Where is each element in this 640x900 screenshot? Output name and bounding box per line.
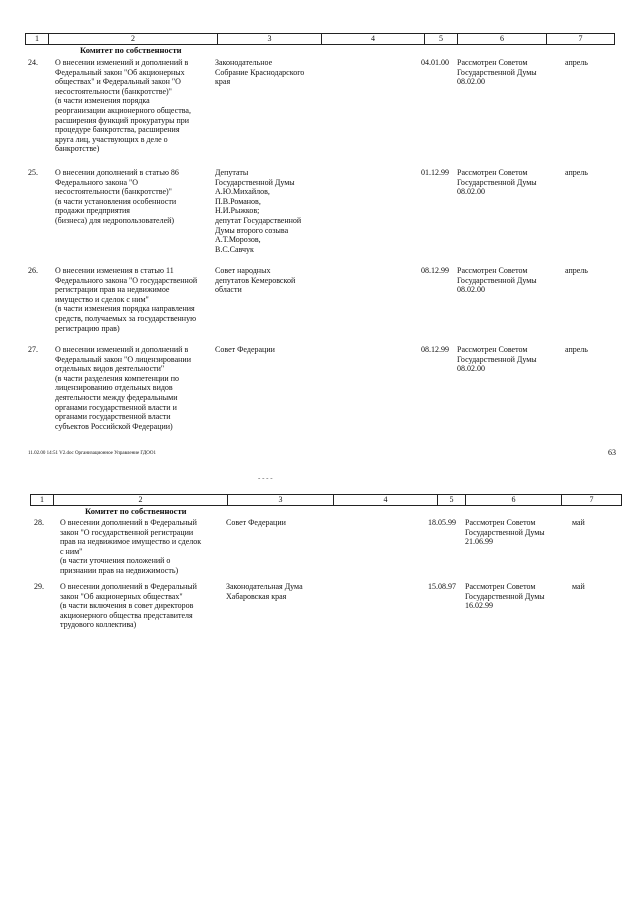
section-title: Комитет по собственности xyxy=(85,506,187,516)
page-separator: - - - - xyxy=(258,474,273,482)
footer-text: 11.02.00 14:51 V2.doc Организационное Управление ГДОО1 xyxy=(28,451,157,456)
column-header: 7 xyxy=(589,495,594,504)
page-number: 63 xyxy=(608,448,616,457)
scheduled-month: май xyxy=(572,518,585,527)
row-number: 24. xyxy=(28,58,38,67)
bill-author: Законодательное Собрание Краснодарского края xyxy=(215,58,305,87)
submission-date: 04.01.00 xyxy=(421,58,449,67)
bill-author: Совет Федерации xyxy=(226,518,286,527)
column-header: 1 xyxy=(26,34,49,44)
column-header: 5 xyxy=(438,495,466,505)
bill-title: О внесении изменений и дополнений в Федеральный закон "О лицензировании отдельных видов деятельности" (в части разделения компетенции по лицензированию отдельных видов деятельности между федеральными органами государственной власти и органами государственной власти субъектов Российской Федерации) xyxy=(55,345,191,431)
table-header-page1 xyxy=(25,33,615,45)
bill-title: О внесении дополнений в Федеральный закон "Об акционерных обществах" (в части включения в совет директоров акционерного общества представителя трудового коллектива) xyxy=(60,582,197,630)
bill-status: Рассмотрен Советом Государственной Думы 08.02.00 xyxy=(457,345,537,374)
bill-title: О внесении дополнений в Федеральный закон "О государственной регистрации прав на недвижимое имущество и сделок с ним" (в части уточнения положений о признании прав на недвижимость) xyxy=(60,518,202,575)
scheduled-month: апрель xyxy=(565,345,588,354)
column-header: 2 xyxy=(54,495,228,505)
column-header: 1 xyxy=(31,495,54,505)
column-header: 6 xyxy=(458,34,547,44)
bill-author: Совет Федерации xyxy=(215,345,275,354)
column-header: 4 xyxy=(322,34,425,44)
submission-date: 08.12.99 xyxy=(421,266,449,275)
bill-author: Законодательная Дума Хабаровская края xyxy=(226,582,303,601)
column-header: 3 xyxy=(218,34,322,44)
bill-status: Рассмотрен Советом Государственной Думы 08.02.00 xyxy=(457,168,537,197)
submission-date: 18.05.99 xyxy=(428,518,456,527)
column-header: 6 xyxy=(466,495,562,505)
row-number: 29. xyxy=(34,582,44,591)
bill-title: О внесении дополнений в статью 86 Федерального закона "О несостоятельности (банкротстве)" (в части установления особенности продажи предприятия (бизнеса) для недропользователей) xyxy=(55,168,179,225)
column-header: 3 xyxy=(228,495,334,505)
bill-title: О внесении изменений и дополнений в Федеральный закон "Об акционерных обществах" и Федеральный закон "О несостоятельности (банкротстве)" (в части изменения порядка реорганизации акционерного общества, расширения функций прокуратуры при процедуре банкротства, расширения круга лиц, участвующих в деле о банкротстве) xyxy=(55,58,191,154)
submission-date: 01.12.99 xyxy=(421,168,449,177)
column-header: 7 xyxy=(578,34,583,43)
scheduled-month: май xyxy=(572,582,585,591)
bill-status: Рассмотрен Советом Государственной Думы 21.06.99 xyxy=(465,518,545,547)
row-number: 28. xyxy=(34,518,44,527)
bill-author: Депутаты Государственной Думы А.Ю.Михайлов, П.В.Романов, Н.И.Рыжков; депутат Государственной Думы второго созыва А.Т.Морозов, В.С.Савчук xyxy=(215,168,302,254)
row-number: 26. xyxy=(28,266,38,275)
section-title: Комитет по собственности xyxy=(80,45,182,55)
column-header: 4 xyxy=(334,495,438,505)
bill-author: Совет народных депутатов Кемеровской области xyxy=(215,266,296,295)
bill-title: О внесении изменения в статью 11 Федерального закона "О государственной регистрации прав на недвижимое имущество и сделок с ним" (в части изменения порядка направления средств, получаемых за государственную регистрацию прав) xyxy=(55,266,198,333)
row-number: 25. xyxy=(28,168,38,177)
bill-status: Рассмотрен Советом Государственной Думы 08.02.00 xyxy=(457,58,537,87)
column-header: 2 xyxy=(49,34,218,44)
bill-status: Рассмотрен Советом Государственной Думы 08.02.00 xyxy=(457,266,537,295)
table-header-page2 xyxy=(30,494,622,506)
row-number: 27. xyxy=(28,345,38,354)
bill-status: Рассмотрен Советом Государственной Думы 16.02.99 xyxy=(465,582,545,611)
scheduled-month: апрель xyxy=(565,168,588,177)
submission-date: 15.08.97 xyxy=(428,582,456,591)
scheduled-month: апрель xyxy=(565,58,588,67)
scheduled-month: апрель xyxy=(565,266,588,275)
submission-date: 08.12.99 xyxy=(421,345,449,354)
column-header: 5 xyxy=(425,34,458,44)
